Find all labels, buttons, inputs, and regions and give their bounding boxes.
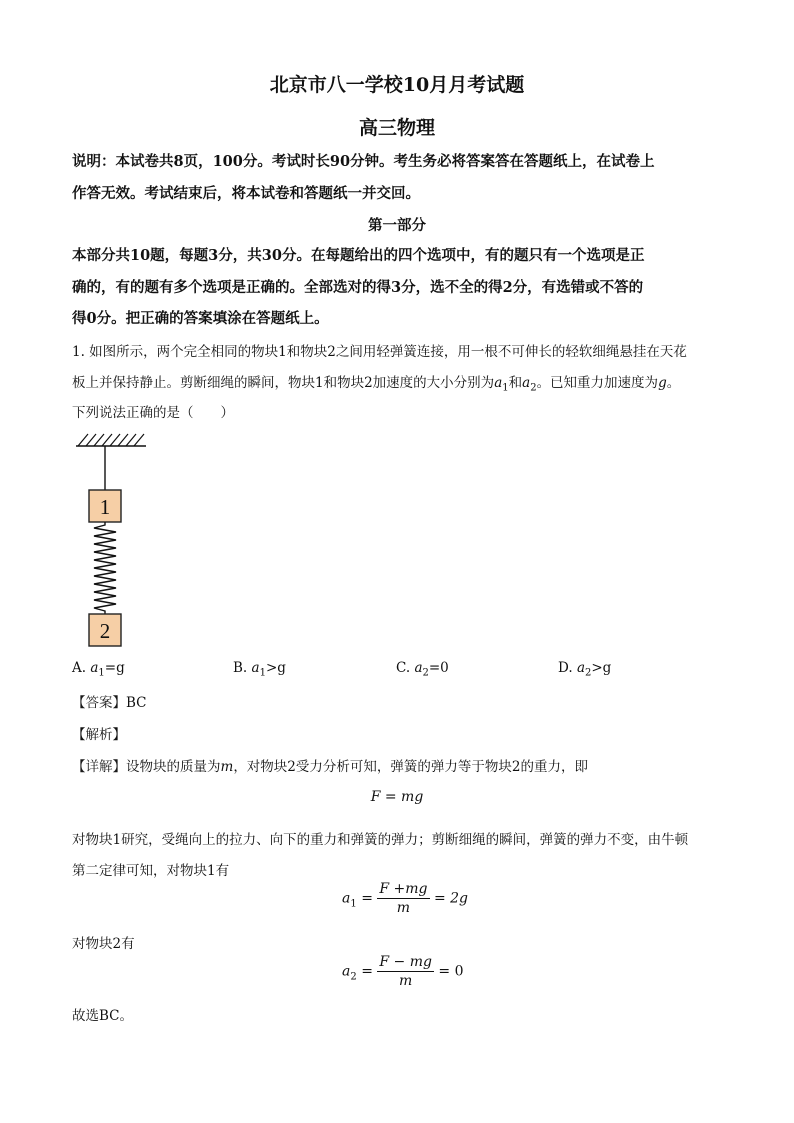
answer-value: BC [126,695,147,711]
block-1-label: 1 [99,495,111,519]
equation-2: $a_1$ = $\frac{F +mg}{m}$ = 2g [342,881,469,916]
spring [94,522,116,614]
detail-line-3: 第二定律可知，对物块1有 [72,863,230,879]
question-line-2: 板上并保持静止。剪断细绳的瞬间，物块1和物块2加速度的大小分别为$a_1$和$a_2$。已知重力加速度为g。 [72,375,681,394]
exam-title: 北京市八一学校10月月考试题 [269,74,525,96]
option-a[interactable]: A. $a_1=g$ [72,660,125,679]
detail-line-2: 对物块1研究，受绳向上的拉力、向下的重力和弹簧的弹力；剪断细绳的瞬间，弹簧的弹力不变，由牛顿 [72,832,689,848]
instructions-line-1: 说明：本试卷共8页，100分。考试时长90分钟。考生务必将答案答在答题纸上，在试卷上 [72,153,655,170]
question-line-3: 下列说法正确的是（ ） [72,405,234,421]
part-desc-line-2: 确的，有的题有多个选项是正确的。全部选对的得3分，选不全的得2分，有选错或不答的 [72,279,644,296]
analysis-tag: 【解析】 [72,727,126,743]
part-desc-line-1: 本部分共10题，每题3分，共30分。在每题给出的四个选项中，有的题只有一个选项是正 [72,247,645,264]
answer-line [72,691,147,711]
answer-tag: 【答案】 [72,695,126,711]
question-line-1: 1. 如图所示，两个完全相同的物块1和物块2之间用轻弹簧连接，用一根不可伸长的轻软细绳悬挂在天花 [72,344,687,360]
option-c[interactable]: C. $a_2=0$ [396,660,449,679]
ceiling-hatch [76,434,146,446]
exam-subject: 高三物理 [358,117,435,139]
spring-figure [70,428,160,650]
option-d[interactable]: D. $a_2>g$ [558,660,612,679]
conclusion: 故选BC。 [72,1008,134,1024]
part-heading: 第一部分 [368,217,426,234]
equation-3: $a_2$ = $\frac{F - mg}{m}$ = 0 [342,954,464,989]
block-2-label: 2 [99,619,111,643]
detail-line-1: 【详解】设物块的质量为m，对物块2受力分析可知，弹簧的弹力等于物块2的重力，即 [72,759,588,775]
instructions-line-2: 作答无效。考试结束后，将本试卷和答题纸一并交回。 [72,185,420,202]
part-desc-line-3: 得0分。把正确的答案填涂在答题纸上。 [72,310,329,327]
detail-line-4: 对物块2有 [72,936,135,952]
equation-1: F = mg [370,789,424,805]
option-b[interactable]: B. $a_1>g$ [233,660,286,679]
